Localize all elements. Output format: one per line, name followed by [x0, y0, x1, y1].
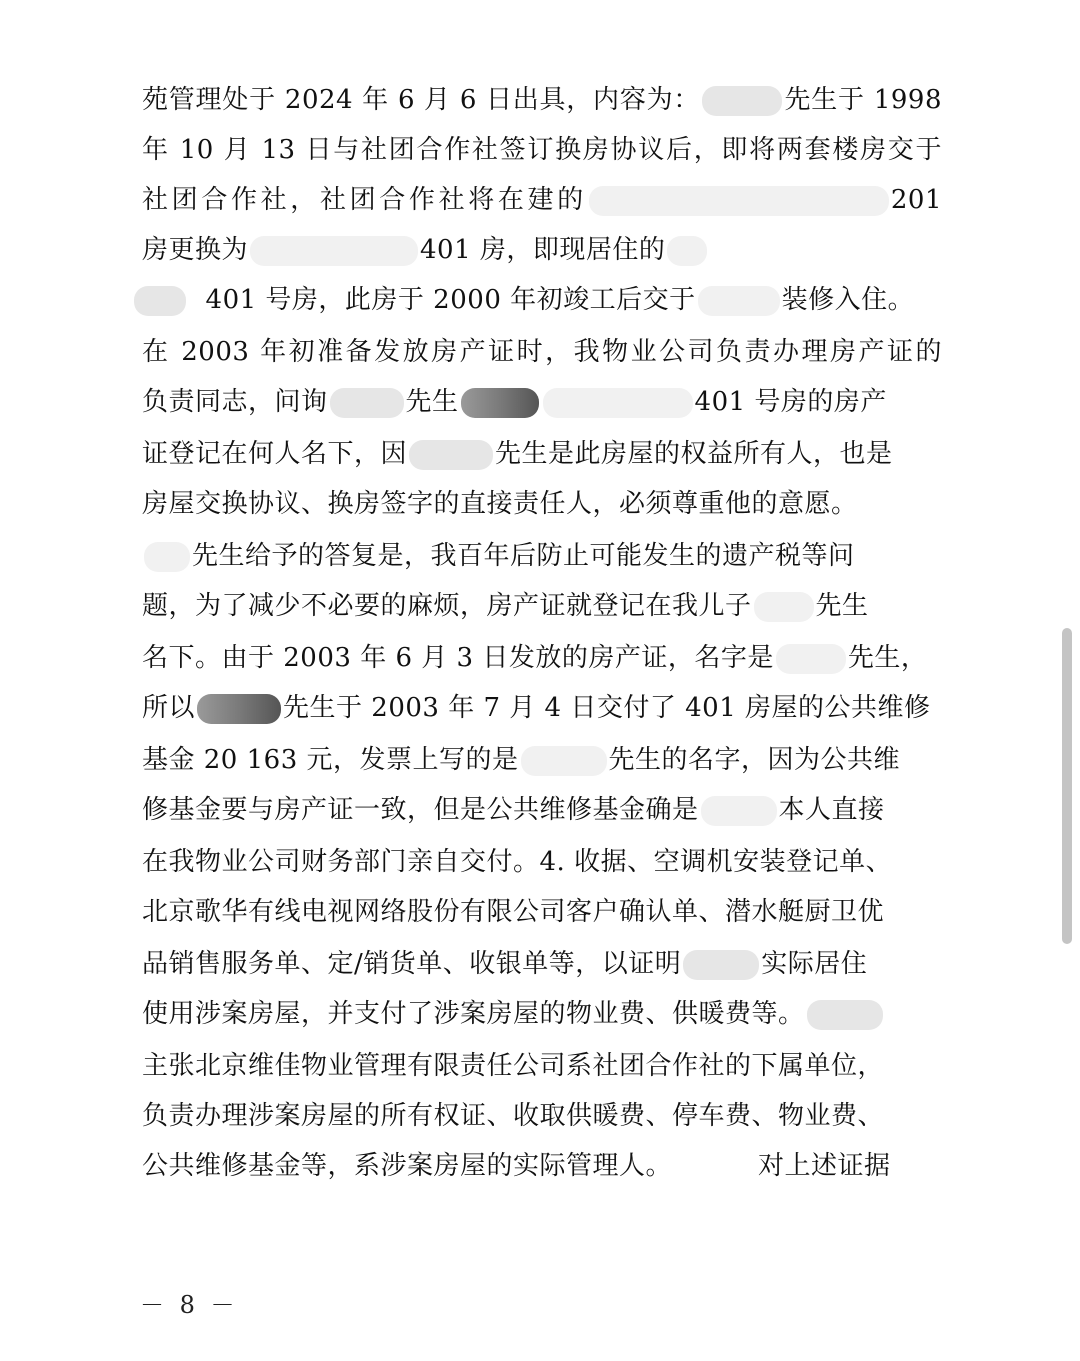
text-segment: 先生于 2003 年 7 月 4 日交付了 401 房屋的公共维修	[283, 693, 931, 723]
redacted-address	[589, 186, 889, 216]
text-segment: 修基金要与房产证一致，但是公共维修基金确是	[142, 795, 699, 825]
text-segment: 名下。由于 2003 年 6 月 3 日发放的房产证，名字是	[142, 643, 774, 673]
text-segment: 年 10 月 13 日与社团合作社签订换房协议后，即将两套楼房交于	[142, 135, 942, 165]
text-segment: 房更换为	[142, 235, 249, 265]
text-segment: 装修入住。	[781, 285, 915, 315]
text-line-22	[142, 1144, 942, 1188]
redacted-name	[701, 796, 777, 826]
redacted-name	[754, 592, 814, 622]
text-line-7	[142, 380, 942, 424]
text-line-5	[132, 278, 942, 322]
redacted-name	[683, 950, 759, 980]
text-segment: 401 房，即现居住的	[420, 235, 666, 265]
text-segment: 先生给予的答复是，我百年后防止可能发生的遗产税等问	[192, 541, 855, 571]
text-line-20	[142, 1044, 942, 1088]
text-segment: 先生	[405, 387, 459, 417]
text-segment: 北京歌华有线电视网络股份有限公司客户确认单、潜水艇厨卫优	[142, 897, 885, 927]
text-segment: 先生于 1998	[784, 85, 942, 115]
redacted-name	[698, 286, 780, 316]
text-line-6	[142, 330, 942, 374]
text-segment: 社团合作社，社团合作社将在建的	[142, 185, 587, 215]
text-line-16	[142, 840, 942, 884]
text-segment: 对上述证据	[758, 1151, 891, 1181]
redacted-name	[409, 440, 493, 470]
text-segment: 先生是此房屋的权益所有人，也是	[495, 439, 893, 469]
redacted-name	[776, 644, 846, 674]
text-line-15	[142, 788, 942, 832]
text-segment: 先生的名字，因为公共维	[608, 745, 901, 775]
redacted-name	[807, 1000, 883, 1030]
text-line-9	[142, 482, 942, 526]
text-line-19	[142, 992, 942, 1036]
text-segment: 实际居住	[761, 949, 868, 979]
text-line-13	[142, 686, 942, 730]
text-segment: 在我物业公司财务部门亲自交付。4. 收据、空调机安装登记单、	[142, 847, 893, 877]
page-number: － 8 －	[140, 1291, 239, 1319]
text-line-1	[142, 78, 942, 122]
text-segment: 401 号房，此房于 2000 年初竣工后交于	[205, 285, 696, 315]
redacted-name	[144, 542, 190, 572]
text-segment: 基金 20 163 元，发票上写的是	[142, 745, 519, 775]
text-line-12	[142, 636, 942, 680]
text-segment: 证登记在何人名下，因	[142, 439, 408, 469]
redacted-name	[521, 746, 607, 776]
text-segment: 所以	[142, 693, 196, 723]
text-line-3	[142, 178, 942, 222]
text-segment: 负责办理涉案房屋的所有权证、收取供暖费、停车费、物业费、	[142, 1101, 885, 1131]
vertical-scrollbar[interactable]	[1062, 628, 1072, 944]
text-segment: 401 号房的房产	[694, 387, 887, 417]
redacted-address	[543, 388, 693, 418]
text-line-21	[142, 1094, 942, 1138]
text-line-8	[142, 432, 942, 476]
text-segment: 使用涉案房屋，并支付了涉案房屋的物业费、供暖费等。	[142, 999, 805, 1029]
redacted-address	[250, 236, 418, 266]
text-line-17	[142, 890, 942, 934]
text-segment: 先生，	[847, 643, 928, 673]
text-segment: 苑管理处于 2024 年 6 月 6 日出具，内容为：	[142, 85, 701, 115]
text-segment: 公共维修基金等，系涉案房屋的实际管理人。	[142, 1151, 673, 1181]
text-segment: 题，为了减少不必要的麻烦，房产证就登记在我儿子	[142, 591, 752, 621]
text-segment: 房屋交换协议、换房签字的直接责任人，必须尊重他的意愿。	[142, 489, 858, 519]
redacted-address	[461, 388, 539, 418]
text-line-4	[142, 228, 942, 272]
text-segment: 主张北京维佳物业管理有限责任公司系社团合作社的下属单位，	[142, 1051, 885, 1081]
text-segment: 在 2003 年初准备发放房产证时，我物业公司负责办理房产证的	[142, 337, 942, 367]
text-segment: 先生	[815, 591, 869, 621]
text-line-11	[142, 584, 942, 628]
text-segment: 201	[890, 185, 942, 215]
redacted-address	[667, 236, 707, 266]
text-line-18	[142, 942, 942, 986]
text-line-2	[142, 128, 942, 172]
text-segment: 负责同志，问询	[142, 387, 328, 417]
redacted-name	[197, 694, 281, 724]
redacted-name	[702, 86, 782, 116]
text-line-10	[142, 534, 942, 578]
redacted-name	[330, 388, 404, 418]
text-segment: 本人直接	[778, 795, 885, 825]
text-segment: 品销售服务单、定/销货单、收银单等，以证明	[142, 949, 682, 979]
text-line-14	[142, 738, 942, 782]
redacted-address	[134, 286, 186, 316]
